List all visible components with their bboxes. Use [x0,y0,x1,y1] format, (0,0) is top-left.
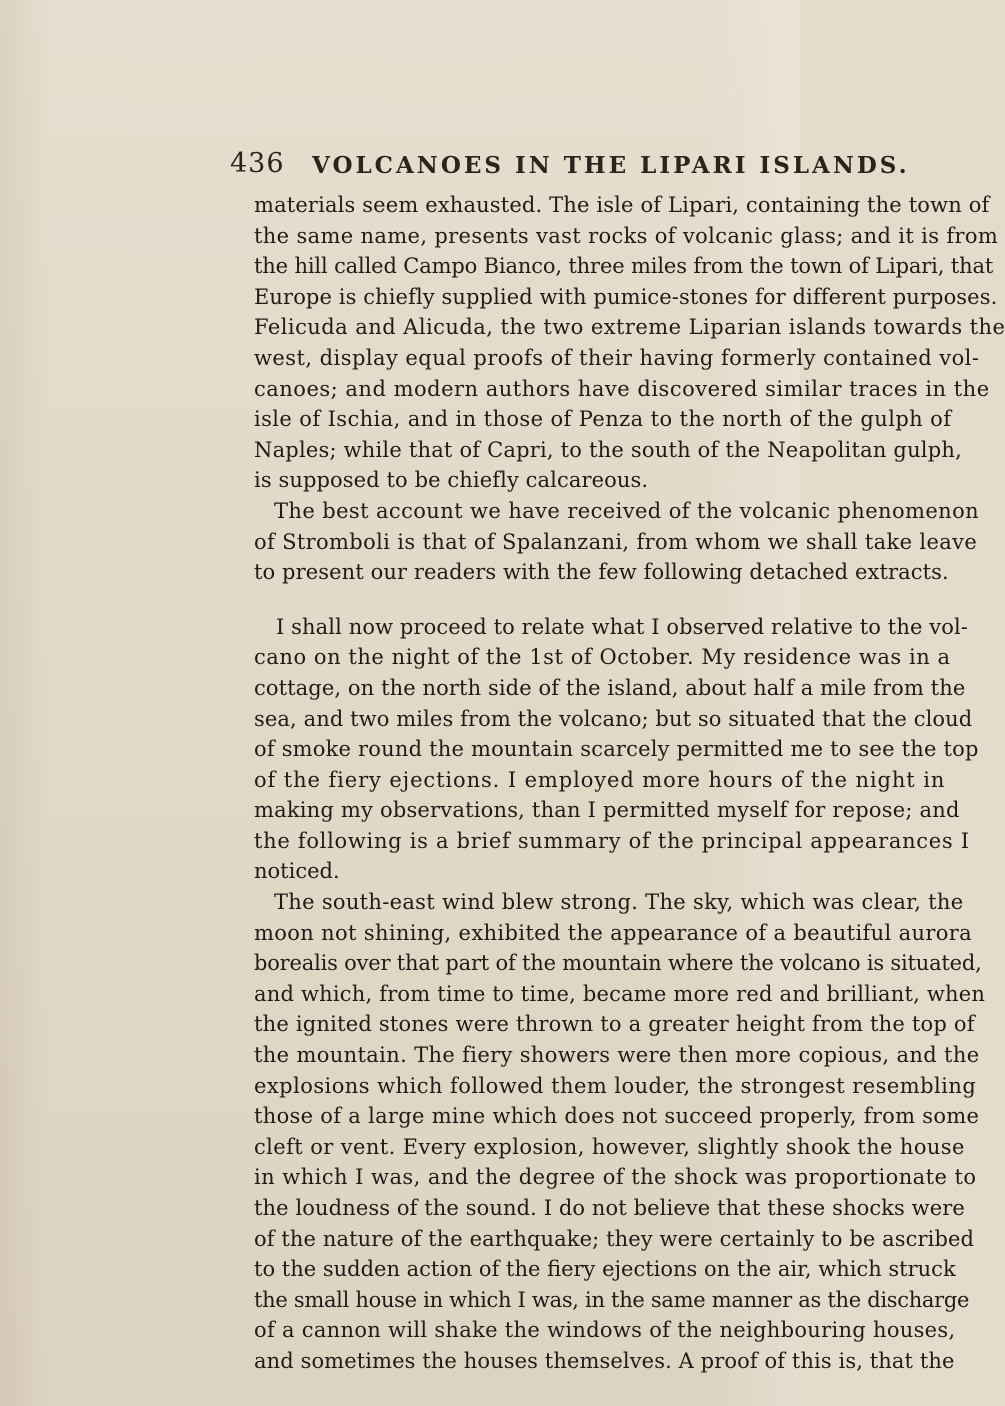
page-header [230,148,910,190]
body-text [254,190,1005,1377]
text-line: Felicuda and Alicuda, the two extreme Liparian islands towards the [254,315,1005,340]
text-line: sea, and two miles from the volcano; but so situated that the cloud [254,706,973,731]
text-line: in which I was, and the degree of the shock was proportionate to [254,1165,977,1190]
text-line: of Stromboli is that of Spalanzani, from whom we shall take leave [254,529,978,554]
paragraph-2 [254,496,980,588]
text-line: the mountain. The fiery showers were then more copious, and the [254,1043,980,1068]
text-line: of smoke round the mountain scarcely permitted me to see the top [254,737,979,762]
text-line: the loudness of the sound. I do not believe that these shocks were [254,1196,965,1220]
text-line: of the fiery ejections. I employed more hours of the night in [254,767,946,792]
text-line: of a cannon will shake the windows of the neighbouring houses, [254,1318,956,1343]
paragraph-3 [254,612,979,887]
text-line: those of a large mine which does not succeed properly, from some [254,1104,980,1129]
text-line: materials seem exhausted. The isle of Lipari, containing the town of [254,193,990,217]
text-line: the small house in which I was, in the same manner as the discharge [254,1287,970,1312]
text-line: The best account we have received of the volcanic phenomenon [274,498,980,523]
text-line: the hill called Campo Bianco, three miles from the town of Lipari, that [254,254,994,279]
text-line: borealis over that part of the mountain where the volcano is situated, [254,951,982,976]
paragraph-1 [254,190,1005,496]
text-line: The south-east wind blew strong. The sky, which was clear, the [274,890,964,915]
text-line: Naples; while that of Capri, to the south of the Neapolitan gulph, [254,437,962,462]
text-line: to the sudden action of the fiery ejections on the air, which struck [254,1257,956,1282]
text-line: canoes; and modern authors have discovered similar traces in the [254,376,990,401]
text-line: making my observations, than I permitted myself for repose; and [254,798,960,823]
page-number: 436 [230,148,285,179]
text-line: the ignited stones were thrown to a greater height from the top of [254,1012,975,1037]
text-line: Europe is chiefly supplied with pumice-stones for different purposes. [254,284,998,309]
text-line: the following is a brief summary of the principal appearances I [254,828,970,853]
text-line: to present our readers with the few following detached extracts. [254,560,949,585]
running-head: VOLCANOES IN THE LIPARI ISLANDS. [312,152,910,179]
paragraph-4 [254,887,986,1377]
text-line: cano on the night of the 1st of October. My residence was in a [254,645,951,670]
section-gap [254,588,776,612]
text-line: moon not shining, exhibited the appearance of a beautiful aurora [254,920,973,945]
text-line: and sometimes the houses themselves. A proof of this is, that the [254,1348,955,1373]
text-line: of the nature of the earthquake; they were certainly to be ascribed [254,1226,975,1251]
text-line: is supposed to be chiefly calcareous. [254,468,649,493]
text-line: cleft or vent. Every explosion, however, slightly shook the house [254,1134,965,1159]
text-line: the same name, presents vast rocks of volcanic glass; and it is from [254,223,999,248]
text-line: explosions which followed them louder, the strongest resembling [254,1073,977,1098]
text-line: and which, from time to time, became more red and brilliant, when [254,981,986,1006]
text-line: I shall now proceed to relate what I observed relative to the vol- [276,614,968,639]
text-line: west, display equal proofs of their having formerly contained vol- [254,345,980,370]
text-line: noticed. [254,859,340,884]
text-line: cottage, on the north side of the island, about half a mile from the [254,675,966,700]
text-line: isle of Ischia, and in those of Penza to the north of the gulph of [254,407,952,432]
